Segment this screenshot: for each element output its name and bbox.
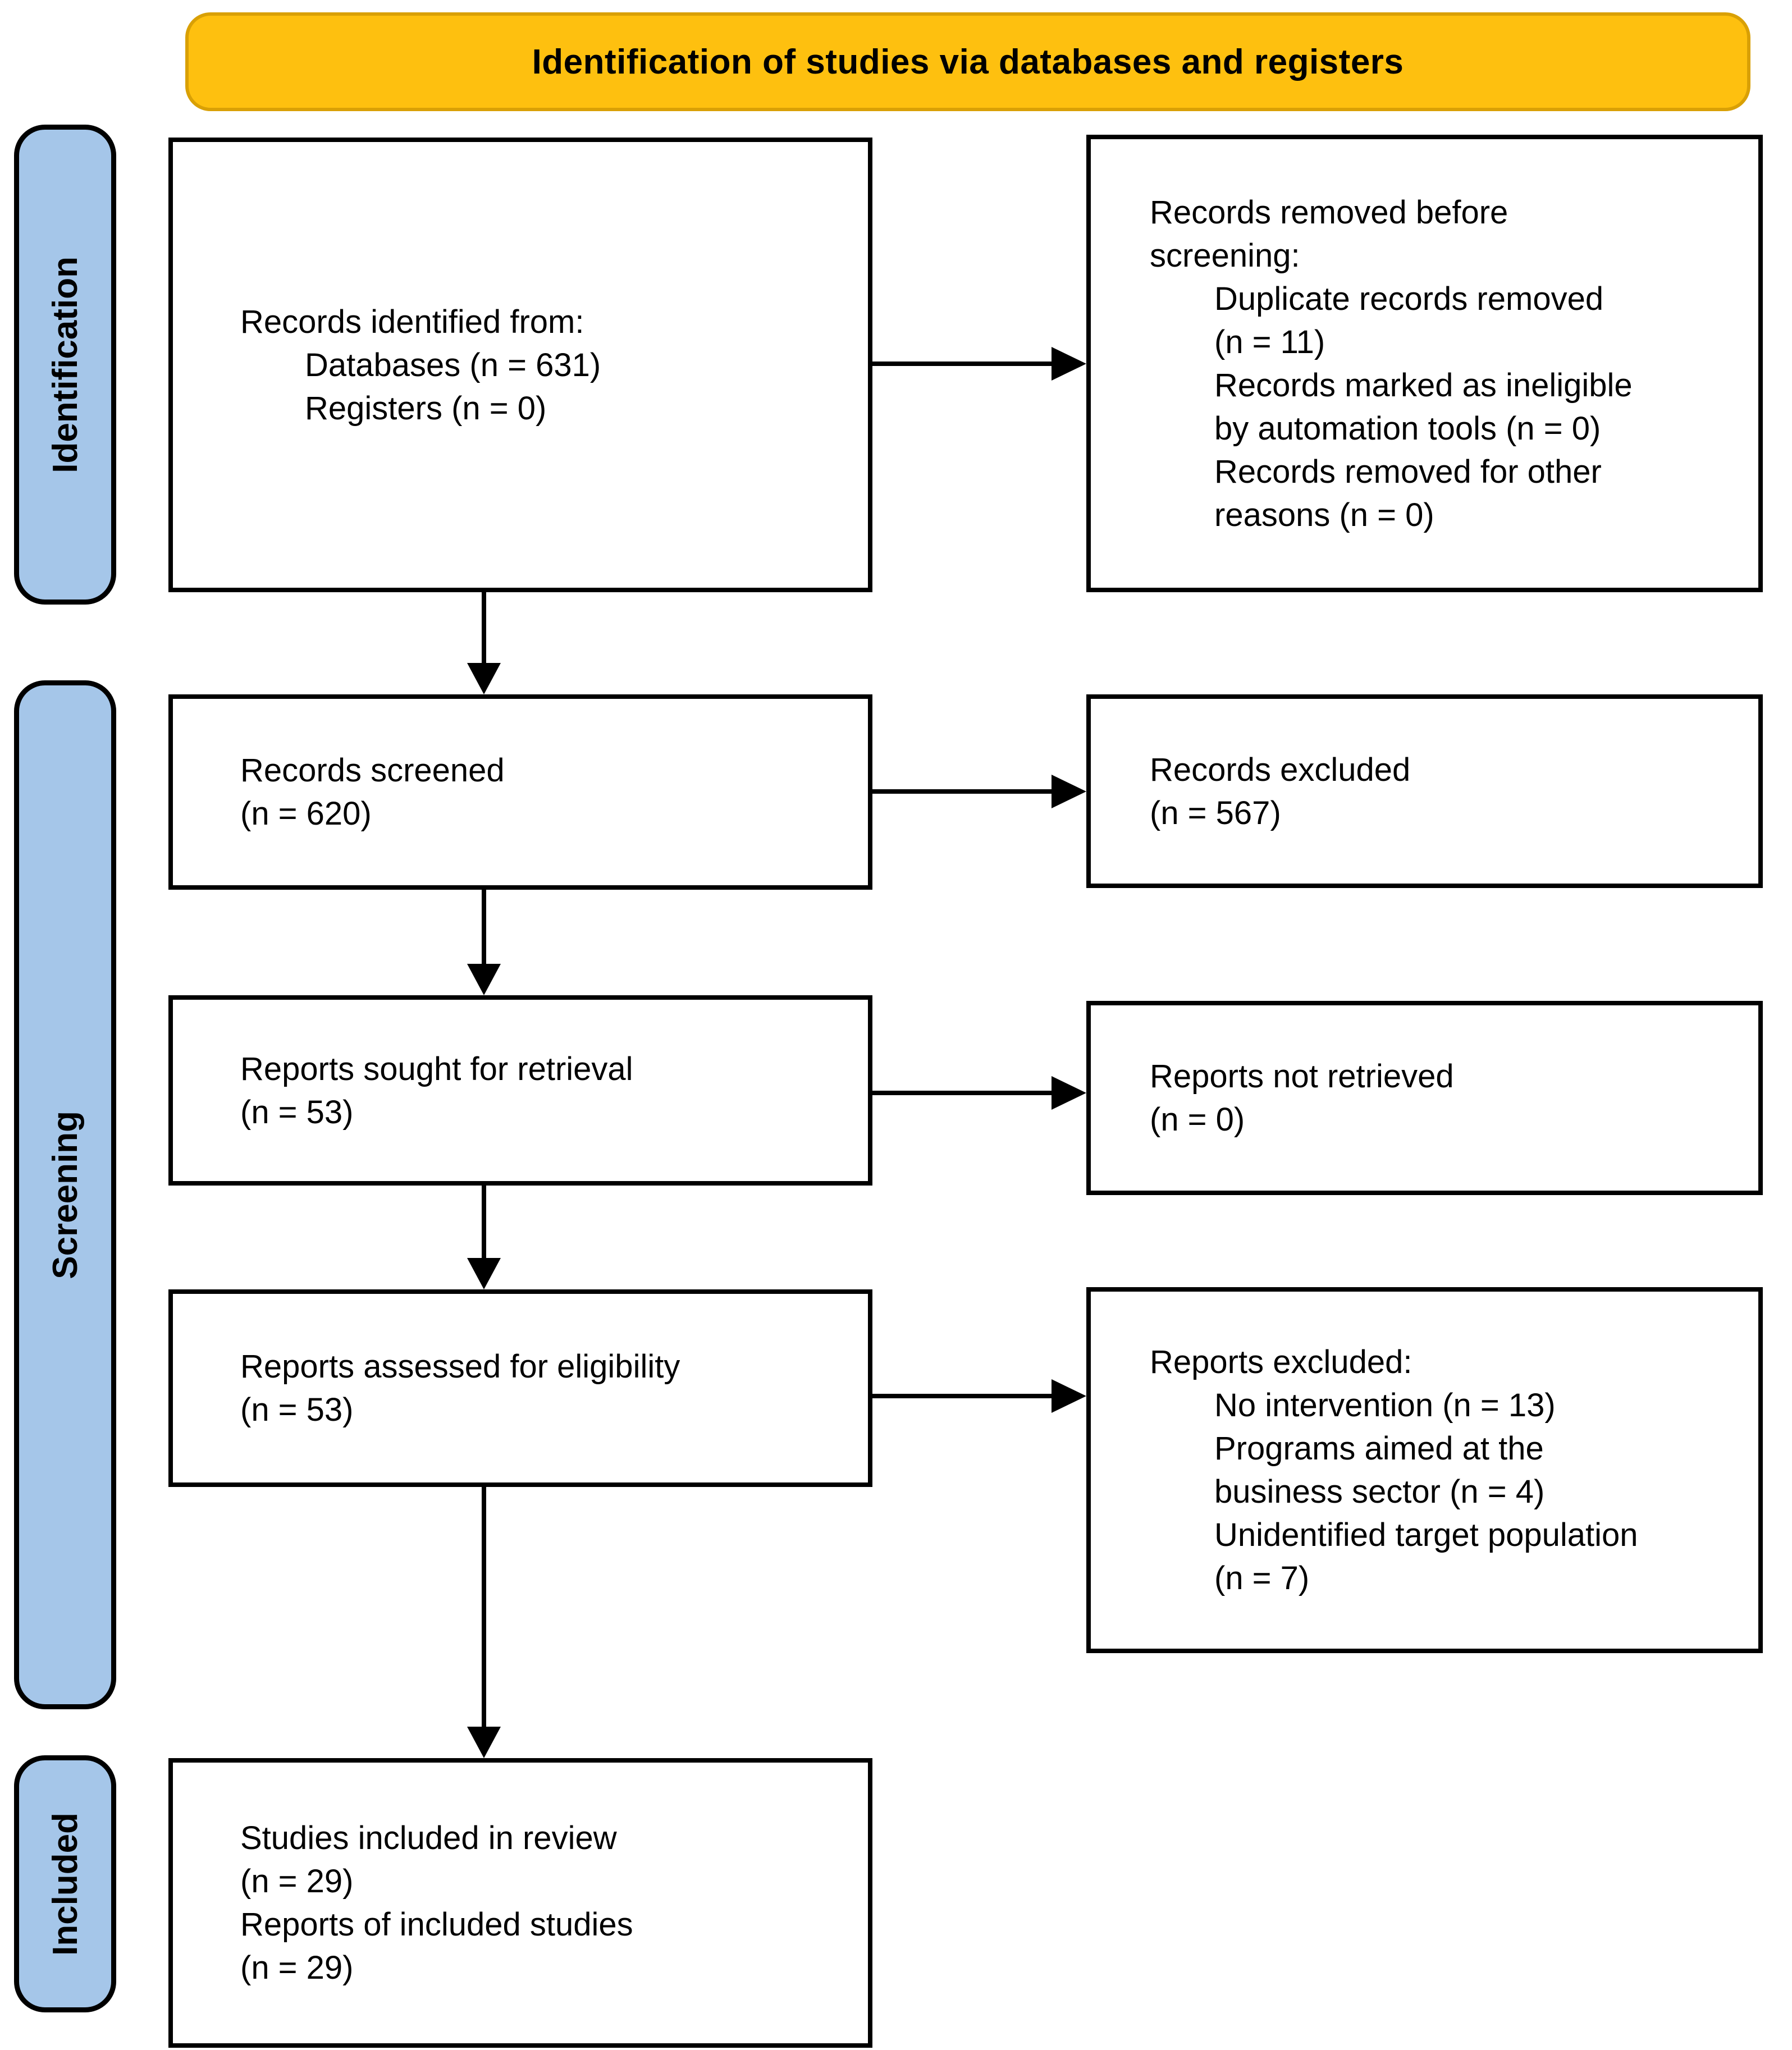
box-line: Records marked as ineligible bbox=[1214, 367, 1633, 404]
arrow-line bbox=[482, 591, 486, 665]
box-line: Records removed for other bbox=[1214, 453, 1602, 490]
box-line: Databases (n = 631) bbox=[305, 346, 601, 383]
box-line: (n = 53) bbox=[240, 1093, 354, 1131]
box-line: reasons (n = 0) bbox=[1214, 496, 1434, 533]
box-reports-assessed bbox=[168, 1289, 872, 1487]
arrow-head-icon bbox=[467, 663, 501, 694]
stage-label-included bbox=[14, 1755, 116, 2012]
arrow-identified-to-screened bbox=[467, 591, 501, 694]
arrow-line bbox=[872, 1394, 1055, 1398]
arrow-assessed-to-included bbox=[467, 1487, 501, 1758]
box-line: (n = 29) bbox=[240, 1863, 354, 1900]
box-line: No intervention (n = 13) bbox=[1214, 1387, 1556, 1424]
box-line: Reports of included studies bbox=[240, 1906, 633, 1943]
arrow-line bbox=[482, 890, 486, 966]
box-line: Reports assessed for eligibility bbox=[240, 1348, 680, 1385]
banner-title: Identification of studies via databases and registers bbox=[532, 42, 1404, 81]
box-line: Registers (n = 0) bbox=[305, 390, 547, 427]
arrow-identified-to-removed bbox=[872, 347, 1086, 381]
arrow-head-icon bbox=[1052, 1379, 1086, 1413]
box-line: Unidentified target population bbox=[1214, 1517, 1638, 1553]
arrow-assessed-to-excluded bbox=[872, 1379, 1086, 1413]
arrow-sought-to-not-retrieved bbox=[872, 1076, 1086, 1110]
box-records-excluded bbox=[1086, 694, 1763, 888]
box-line: Reports excluded: bbox=[1150, 1344, 1412, 1380]
box-reports-not-retrieved bbox=[1086, 1001, 1763, 1195]
box-line: (n = 0) bbox=[1150, 1101, 1245, 1138]
box-line: (n = 53) bbox=[240, 1392, 354, 1428]
box-records-screened bbox=[168, 694, 872, 890]
box-records-removed bbox=[1086, 135, 1763, 592]
box-line: (n = 567) bbox=[1150, 794, 1281, 831]
box-line: screening: bbox=[1150, 237, 1300, 274]
stage-label-identification bbox=[14, 125, 116, 605]
box-line: Records identified from: bbox=[240, 303, 584, 340]
arrow-head-icon bbox=[1052, 775, 1086, 808]
box-line: Studies included in review bbox=[240, 1820, 617, 1856]
box-line: (n = 29) bbox=[240, 1950, 354, 1986]
box-line: Duplicate records removed bbox=[1214, 280, 1604, 317]
arrow-line bbox=[872, 1091, 1055, 1095]
stage-label-text: Screening bbox=[45, 1110, 85, 1279]
box-line: (n = 7) bbox=[1214, 1560, 1310, 1596]
box-line: Records screened bbox=[240, 752, 505, 789]
stage-label-text: Included bbox=[45, 1812, 85, 1956]
box-line: Programs aimed at the bbox=[1214, 1430, 1544, 1467]
box-records-identified bbox=[168, 138, 872, 592]
box-line: Reports not retrieved bbox=[1150, 1058, 1454, 1095]
box-reports-sought bbox=[168, 995, 872, 1186]
arrow-head-icon bbox=[467, 964, 501, 995]
arrow-head-icon bbox=[467, 1727, 501, 1758]
arrow-head-icon bbox=[1052, 347, 1086, 381]
box-line: by automation tools (n = 0) bbox=[1214, 410, 1601, 447]
box-studies-included bbox=[168, 1758, 872, 2048]
box-line: Records removed before bbox=[1150, 194, 1508, 231]
arrow-head-icon bbox=[1052, 1076, 1086, 1110]
arrow-head-icon bbox=[467, 1258, 501, 1289]
box-line: business sector (n = 4) bbox=[1214, 1474, 1545, 1510]
arrow-screened-to-excluded bbox=[872, 775, 1086, 808]
box-line: Records excluded bbox=[1150, 751, 1411, 788]
box-line: (n = 11) bbox=[1214, 323, 1325, 360]
box-reports-excluded bbox=[1086, 1287, 1763, 1653]
arrow-sought-to-assessed bbox=[467, 1184, 501, 1289]
box-line: Reports sought for retrieval bbox=[240, 1050, 633, 1087]
arrow-screened-to-sought bbox=[467, 890, 501, 995]
arrow-line bbox=[872, 789, 1055, 794]
banner bbox=[185, 12, 1750, 111]
box-line: (n = 620) bbox=[240, 795, 372, 832]
arrow-line bbox=[482, 1184, 486, 1260]
arrow-line bbox=[872, 362, 1055, 366]
arrow-line bbox=[482, 1487, 486, 1729]
stage-label-text: Identification bbox=[45, 256, 85, 473]
stage-label-screening bbox=[14, 680, 116, 1709]
